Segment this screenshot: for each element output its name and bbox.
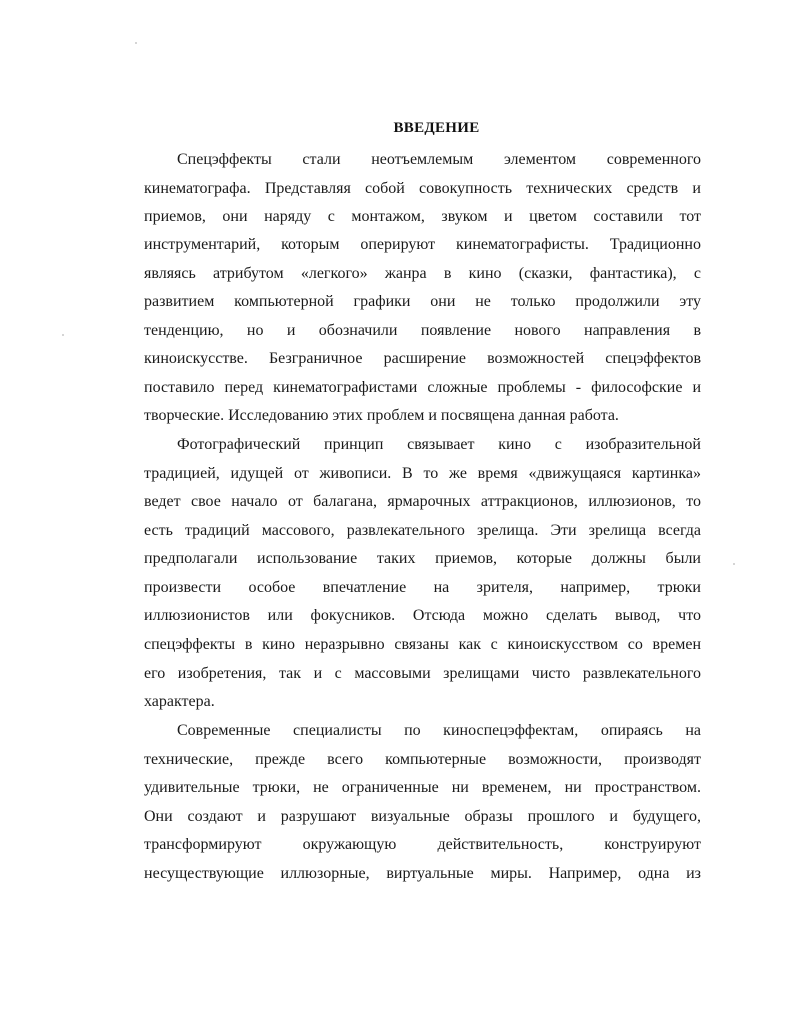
paragraph-1-line-7: тенденцию, но и обозначили появление нового направления в: [144, 322, 701, 339]
scan-speck: [733, 563, 735, 565]
paragraph-2-line-1: Фотографический принцип связывает кино с изобразительной: [177, 436, 701, 453]
paragraph-2-line-5: предполагали использование таких приемов, которые должны были: [144, 550, 701, 567]
paragraph-3-line-6: несуществующие иллюзорные, виртуальные миры. Например, одна из: [144, 865, 701, 882]
paragraph-1-line-10: творческие. Исследованию этих проблем и посвящена данная работа.: [144, 407, 619, 424]
paragraph-3-line-3: удивительные трюки, не ограниченные ни временем, ни пространством.: [144, 779, 701, 796]
paragraph-3-line-1: Современные специалисты по киноспецэффектам, опираясь на: [177, 722, 701, 739]
paragraph-1-line-2: кинематографа. Представляя собой совокупность технических средств и: [144, 180, 701, 197]
paragraph-3-line-4: Они создают и разрушают визуальные образы прошлого и будущего,: [144, 808, 701, 825]
paragraph-1-line-4: инструментарий, которым оперируют кинематографисты. Традиционно: [144, 236, 701, 253]
paragraph-2-line-7: иллюзионистов или фокусников. Отсюда можно сделать вывод, что: [144, 607, 701, 624]
paragraph-1-line-9: поставило перед кинематографистами сложные проблемы - философские и: [144, 379, 701, 396]
scan-speck: [135, 42, 137, 44]
paragraph-2-line-6: произвести особое впечатление на зрителя, например, трюки: [144, 579, 701, 596]
paragraph-2-line-8: спецэффекты в кино неразрывно связаны как с киноискусством со времен: [144, 636, 701, 653]
paragraph-3-line-5: трансформируют окружающую действительность, конструируют: [144, 836, 701, 853]
paragraph-1-line-3: приемов, они наряду с монтажом, звуком и цветом составили тот: [144, 208, 701, 225]
paragraph-1-line-6: развитием компьютерной графики они не только продолжили эту: [144, 293, 701, 310]
paragraph-1-line-8: киноискусстве. Безграничное расширение возможностей спецэффектов: [144, 350, 701, 367]
scan-speck: [62, 334, 64, 336]
paragraph-2-line-9: его изобретения, так и с массовыми зрелищами чисто развлекательного: [144, 665, 701, 682]
page-title: ВВЕДЕНИЕ: [393, 120, 480, 136]
paragraph-2-line-4: есть традиций массового, развлекательного зрелища. Эти зрелища всегда: [144, 522, 701, 539]
paragraph-2-line-2: традицией, идущей от живописи. В то же время «движущаяся картинка»: [144, 465, 701, 482]
paragraph-1-line-1: Спецэффекты стали неотъемлемым элементом современного: [177, 151, 701, 168]
paragraph-2-line-3: ведет свое начало от балагана, ярмарочных аттракционов, иллюзионов, то: [144, 493, 701, 510]
paragraph-3-line-2: технические, прежде всего компьютерные возможности, производят: [144, 751, 701, 768]
paragraph-1-line-5: являясь атрибутом «легкого» жанра в кино (сказки, фантастика), с: [144, 265, 701, 282]
paragraph-2-line-10: характера.: [144, 693, 215, 710]
